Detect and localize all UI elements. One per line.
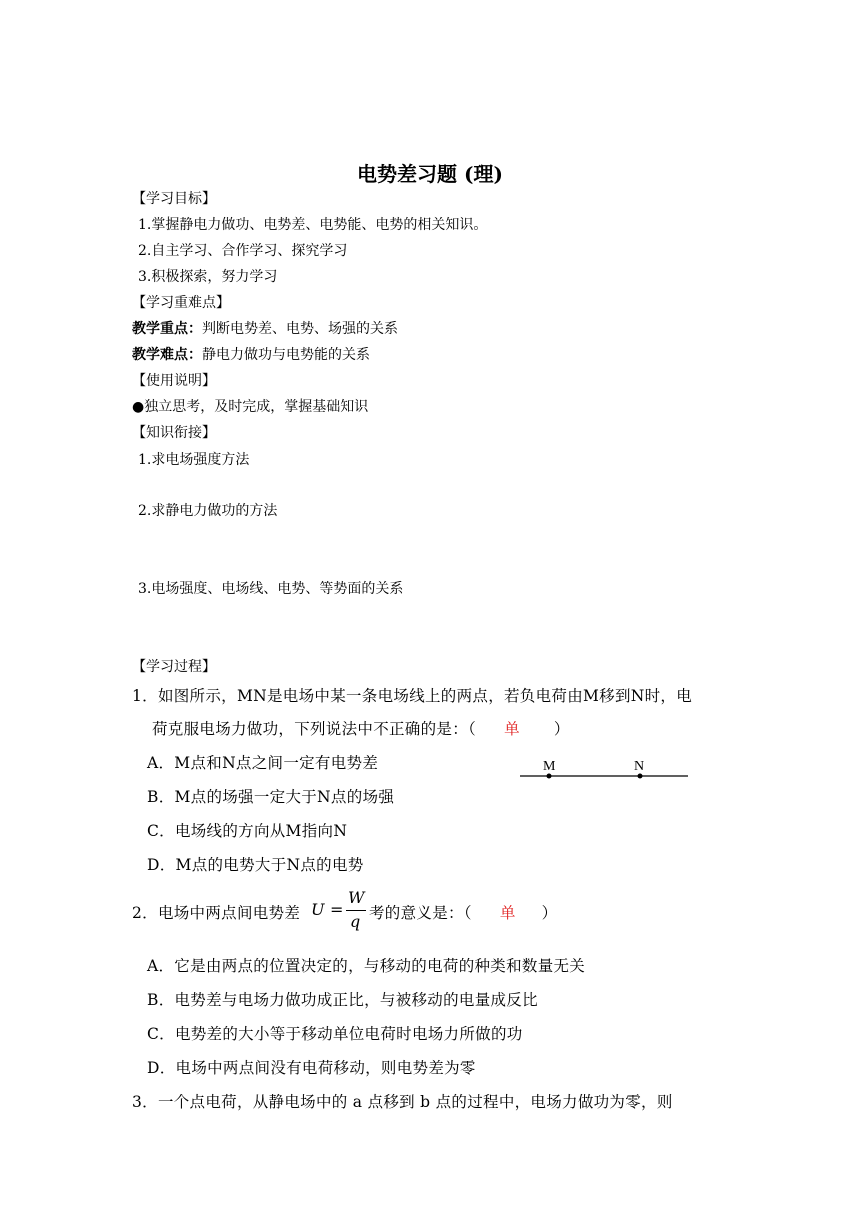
links-item: 1.求电场强度方法 <box>138 452 250 468</box>
q2-option-d: D．电场中两点间没有电荷移动，则电势差为零 <box>147 1059 476 1077</box>
q3-stem-line1: 3．一个点电荷，从静电场中的 a 点移到 b 点的过程中，电场力做功为零，则 <box>132 1093 673 1111</box>
q2-stem-prefix: 2．电场中两点间电势差 <box>132 904 301 922</box>
page-title: 电势差习题 (理) <box>357 162 503 186</box>
usage-bullet: ●独立思考，及时完成，掌握基础知识 <box>132 399 369 415</box>
links-item: 2.求静电力做功的方法 <box>138 503 278 519</box>
q2-stem-suffix <box>369 901 557 923</box>
point-n-dot <box>638 774 643 779</box>
process-header: 【学习过程】 <box>132 659 216 675</box>
teaching-focus-label: 教学重点： <box>132 321 202 337</box>
formula-denominator: q <box>350 912 361 931</box>
q1-stem-prefix: 荷克服电场力做功，下列说法中不正确的是：（ <box>152 720 477 738</box>
objective-item: 1.掌握静电力做功、电势差、电势能、电势的相关知识。 <box>138 217 488 233</box>
teaching-focus <box>132 318 398 338</box>
q2-stem-text: 考的意义是：（ <box>369 904 472 922</box>
q1-answer: 单 <box>504 720 520 738</box>
q2-option-c: C．电势差的大小等于移动单位电荷时电场力所做的功 <box>147 1025 523 1043</box>
q1-stem-suffix: ） <box>553 720 570 738</box>
teaching-focus-text: 判断电势差、电势、场强的关系 <box>202 321 398 337</box>
q1-option-d: D．M点的电势大于N点的电势 <box>147 856 364 874</box>
teaching-difficulty-text: 静电力做功与电势能的关系 <box>202 347 370 363</box>
q1-option-b: B．M点的场强一定大于N点的场强 <box>147 788 395 806</box>
q2-stem-close: ） <box>541 904 558 922</box>
q1-option-c: C．电场线的方向从M指向N <box>147 822 348 840</box>
field-line-diagram <box>516 756 696 786</box>
q1-stem-line1: 1．如图所示，MN是电场中某一条电场线上的两点，若负电荷由M移到N时，电 <box>132 687 693 705</box>
links-item: 3.电场强度、电场线、电势、等势面的关系 <box>138 581 404 597</box>
objectives-header: 【学习目标】 <box>132 191 216 207</box>
usage-header: 【使用说明】 <box>132 373 216 389</box>
objective-item: 3.积极探索，努力学习 <box>138 269 278 285</box>
q1-option-a: A．M点和N点之间一定有电势差 <box>147 754 379 772</box>
links-header: 【知识衔接】 <box>132 425 216 441</box>
key-points-header: 【学习重难点】 <box>132 295 230 311</box>
formula-lhs: U <box>311 900 325 919</box>
point-m-dot <box>547 774 552 779</box>
point-m-label: M <box>543 759 556 774</box>
objective-item: 2.自主学习、合作学习、探究学习 <box>138 243 348 259</box>
teaching-difficulty-label: 教学难点： <box>132 347 202 363</box>
q2-formula <box>311 888 369 934</box>
q2-option-b: B．电势差与电场力做功成正比，与被移动的电量成反比 <box>147 991 538 1009</box>
formula-numerator: W <box>348 888 365 907</box>
q2-answer: 单 <box>499 904 516 922</box>
q1-stem-line2 <box>152 717 570 739</box>
point-n-label: N <box>634 759 645 774</box>
formula-fraction-bar <box>346 910 366 911</box>
q2-option-a: A．它是由两点的位置决定的，与移动的电荷的种类和数量无关 <box>147 957 586 975</box>
teaching-difficulty <box>132 344 370 364</box>
formula-equals: = <box>330 900 344 919</box>
